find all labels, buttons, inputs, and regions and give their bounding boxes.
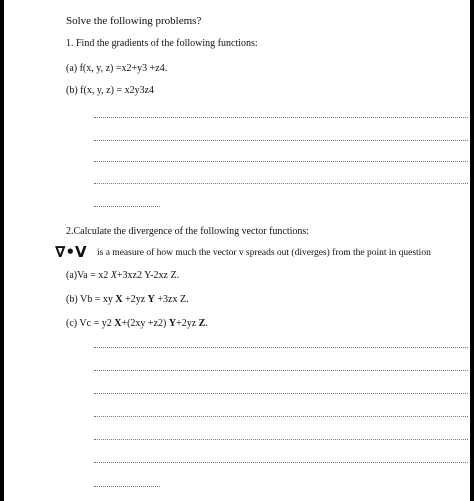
answer-line [94,393,468,394]
answer-line-short [94,206,160,207]
nabla-icon: ∇ [55,243,66,261]
answer-line [94,370,468,371]
answer-line [94,347,468,348]
answer-line [94,117,468,118]
worksheet-heading: Solve the following problems? [66,15,202,27]
answer-line [94,439,468,440]
answer-line [94,462,468,463]
answer-line [94,416,468,417]
question-2b: (b) Vb = xy X +2yz Y +3zx Z. [66,294,189,305]
worksheet-page [4,0,470,501]
answer-line [94,161,468,162]
answer-line [94,140,468,141]
question-2a: (a)Va = x2 X+3xz2 Y-2xz Z. [66,270,180,281]
dot-operator-icon: • [65,243,76,261]
question-1b: (b) f(x, y, z) = x2y3z4 [66,85,155,96]
answer-line-short [94,486,160,487]
question-2-prompt: 2.Calculate the divergence of the following vector functions: [66,226,310,237]
question-1a: (a) f(x, y, z) =x2+y3 +z4. [66,63,168,74]
question-2c: (c) Vc = y2 X+(2xy +z2) Y+2yz Z. [66,318,208,329]
question-1-prompt: 1. Find the gradients of the following functions: [66,38,258,49]
divergence-definition: is a measure of how much the vector v spreads out (diverges) from the point in question [97,248,431,258]
divergence-operator [55,244,87,261]
vector-v-symbol: V [75,243,87,261]
answer-line [94,183,468,184]
